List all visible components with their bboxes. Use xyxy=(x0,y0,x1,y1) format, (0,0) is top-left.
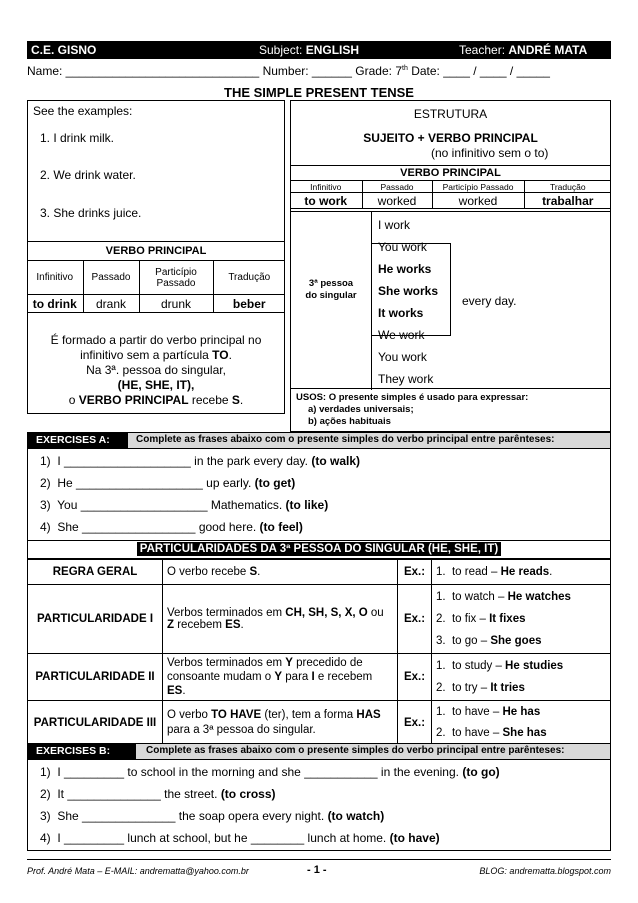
rule-desc: Verbos terminados em Y precedido de consoante mudam o Y para I e recebem ES. xyxy=(163,654,398,701)
number-field[interactable]: Number: ______ xyxy=(262,64,352,78)
footer-blog: BLOG: andrematta.blogspot.com xyxy=(479,866,611,876)
particularidades-table xyxy=(27,559,611,746)
exercise-item[interactable]: 1) I ___________________ in the park every day. (to walk) xyxy=(40,454,360,468)
example-item: 1. I drink milk. xyxy=(40,131,115,145)
table-row xyxy=(28,560,611,585)
form-you-pl: You work xyxy=(378,350,427,364)
rule-desc: O verbo recebe S. xyxy=(163,560,398,585)
rule-name: PARTICULARIDADE III xyxy=(28,701,163,746)
exercises-a-tag: EXERCISES A: xyxy=(28,433,128,448)
rule-desc: O verbo TO HAVE (ter), tem a forma HAS para a 3ª pessoa do singular. xyxy=(163,701,398,746)
cell-participle: worked xyxy=(432,193,524,209)
cell-infinitive: to drink xyxy=(27,295,83,313)
third-person-label: 3ª pessoa do singular xyxy=(305,278,357,301)
form-it: It works xyxy=(378,306,424,320)
conjugation-area xyxy=(291,211,610,389)
exercises-a-list xyxy=(27,448,611,540)
page-number: - 1 - xyxy=(307,864,327,876)
rule-name: REGRA GERAL xyxy=(28,560,163,585)
conjugation-forms xyxy=(378,214,438,390)
rule-examples: 1. to have – He has 2. to have – She has xyxy=(432,701,611,746)
col-participio: Particípio Passado xyxy=(432,181,524,193)
form-we: We work xyxy=(378,328,425,342)
cell-translation: trabalhar xyxy=(524,193,611,209)
col-traducao: Tradução xyxy=(213,261,285,295)
exercises-b-instruction: Complete as frases abaixo com o presente simples do verbo principal entre parênteses: xyxy=(146,745,565,756)
exercise-item[interactable]: 2) He ___________________ up early. (to get) xyxy=(40,476,296,490)
col-infinitivo: Infinitivo xyxy=(290,181,362,193)
cell-infinitive: to work xyxy=(290,193,362,209)
footer-email: Prof. André Mata – E-MAIL: andrematta@yahoo.com.br xyxy=(27,866,249,876)
example-item: 2. We drink water. xyxy=(40,168,136,182)
estrutura-formula: SUJEITO + VERBO PRINCIPAL xyxy=(363,131,538,145)
estrutura-box xyxy=(290,100,611,432)
grade-field: Grade: 7th xyxy=(355,64,408,78)
exercise-item[interactable]: 1) I _________ to school in the morning and she ___________ in the evening. (to go) xyxy=(40,765,500,779)
exercises-a-instruction: Complete as frases abaixo com o presente simples do verbo principal entre parênteses: xyxy=(136,434,555,445)
header-bar xyxy=(27,41,611,59)
rule-examples: 1. to study – He studies 2. to try – It tries xyxy=(432,654,611,701)
rule-examples: 1. to watch – He watches 2. to fix – It fixes 3. to go – She goes xyxy=(432,585,611,654)
subject: Subject: ENGLISH xyxy=(259,43,360,57)
col-passado: Passado xyxy=(362,181,432,193)
ex-label: Ex.: xyxy=(398,701,432,746)
usos-section: USOS: O presente simples é usado para expressar: a) verdades universais; b) ações habituais xyxy=(296,392,529,427)
table-row xyxy=(28,701,611,746)
exercises-b-list xyxy=(27,759,611,851)
verb-table-left xyxy=(27,241,285,313)
rule-examples: 1. to read – He reads. xyxy=(432,560,611,585)
verb-table-right xyxy=(290,165,611,209)
formation-note: É formado a partir do verbo principal no infinitivo sem a partícula TO. Na 3ª. pessoa do singular, (HE, SHE, IT), o VERBO PRINCIPAL recebe S. xyxy=(50,333,262,407)
rule-name: PARTICULARIDADE II xyxy=(28,654,163,701)
exercises-b-tag: EXERCISES B: xyxy=(28,744,136,759)
exercise-item[interactable]: 3) You ___________________ Mathematics. (to like) xyxy=(40,498,329,512)
page-title: THE SIMPLE PRESENT TENSE xyxy=(224,85,414,100)
ex-label: Ex.: xyxy=(398,560,432,585)
name-field[interactable]: Name: _____________________________ xyxy=(27,64,260,78)
ex-label: Ex.: xyxy=(398,654,432,701)
exercise-item[interactable]: 2) It ______________ the street. (to cross) xyxy=(40,787,276,801)
col-infinitivo: Infinitivo xyxy=(27,261,83,295)
cell-participle: drunk xyxy=(139,295,213,313)
form-you: You work xyxy=(378,240,427,254)
exercises-b-header xyxy=(27,743,611,760)
verb-table-title: VERBO PRINCIPAL xyxy=(27,242,285,261)
footer-rule xyxy=(27,859,611,860)
rule-name: PARTICULARIDADE I xyxy=(28,585,163,654)
form-she: She works xyxy=(378,284,439,298)
examples-box xyxy=(27,100,285,414)
form-he: He works xyxy=(378,262,432,276)
particularidades-header xyxy=(27,540,611,559)
form-i: I work xyxy=(378,218,411,232)
date-field[interactable]: Date: ____ / ____ / _____ xyxy=(411,64,550,78)
table-row xyxy=(28,654,611,701)
examples-heading: See the examples: xyxy=(33,104,133,118)
col-passado: Passado xyxy=(83,261,139,295)
cell-translation: beber xyxy=(213,295,285,313)
cell-past: worked xyxy=(362,193,432,209)
verb-table-title: VERBO PRINCIPAL xyxy=(290,166,611,181)
cell-past: drank xyxy=(83,295,139,313)
ex-label: Ex.: xyxy=(398,585,432,654)
teacher: Teacher: ANDRÉ MATA xyxy=(459,43,588,57)
exercise-item[interactable]: 3) She ______________ the soap opera every night. (to watch) xyxy=(40,809,385,823)
particularidades-title: PARTICULARIDADES DA 3ª PESSOA DO SINGULAR (HE, SHE, IT) xyxy=(137,542,501,556)
every-day-suffix: every day. xyxy=(462,294,517,308)
col-participio: Particípio Passado xyxy=(139,261,213,295)
rule-desc: Verbos terminados em CH, SH, S, X, O ou Z recebem ES. xyxy=(163,585,398,654)
exercises-a-header xyxy=(27,432,611,449)
student-info-line xyxy=(27,64,611,78)
form-they: They work xyxy=(378,372,434,386)
estrutura-title: ESTRUTURA xyxy=(413,107,488,121)
exercise-item[interactable]: 4) She _________________ good here. (to feel) xyxy=(40,520,303,534)
table-row xyxy=(28,585,611,654)
exercise-item[interactable]: 4) I _________ lunch at school, but he ________ lunch at home. (to have) xyxy=(40,831,440,845)
col-traducao: Tradução xyxy=(524,181,611,193)
school-name: C.E. GISNO xyxy=(31,43,97,57)
example-item: 3. She drinks juice. xyxy=(40,206,142,220)
estrutura-formula-note: (no infinitivo sem o to) xyxy=(431,146,549,160)
